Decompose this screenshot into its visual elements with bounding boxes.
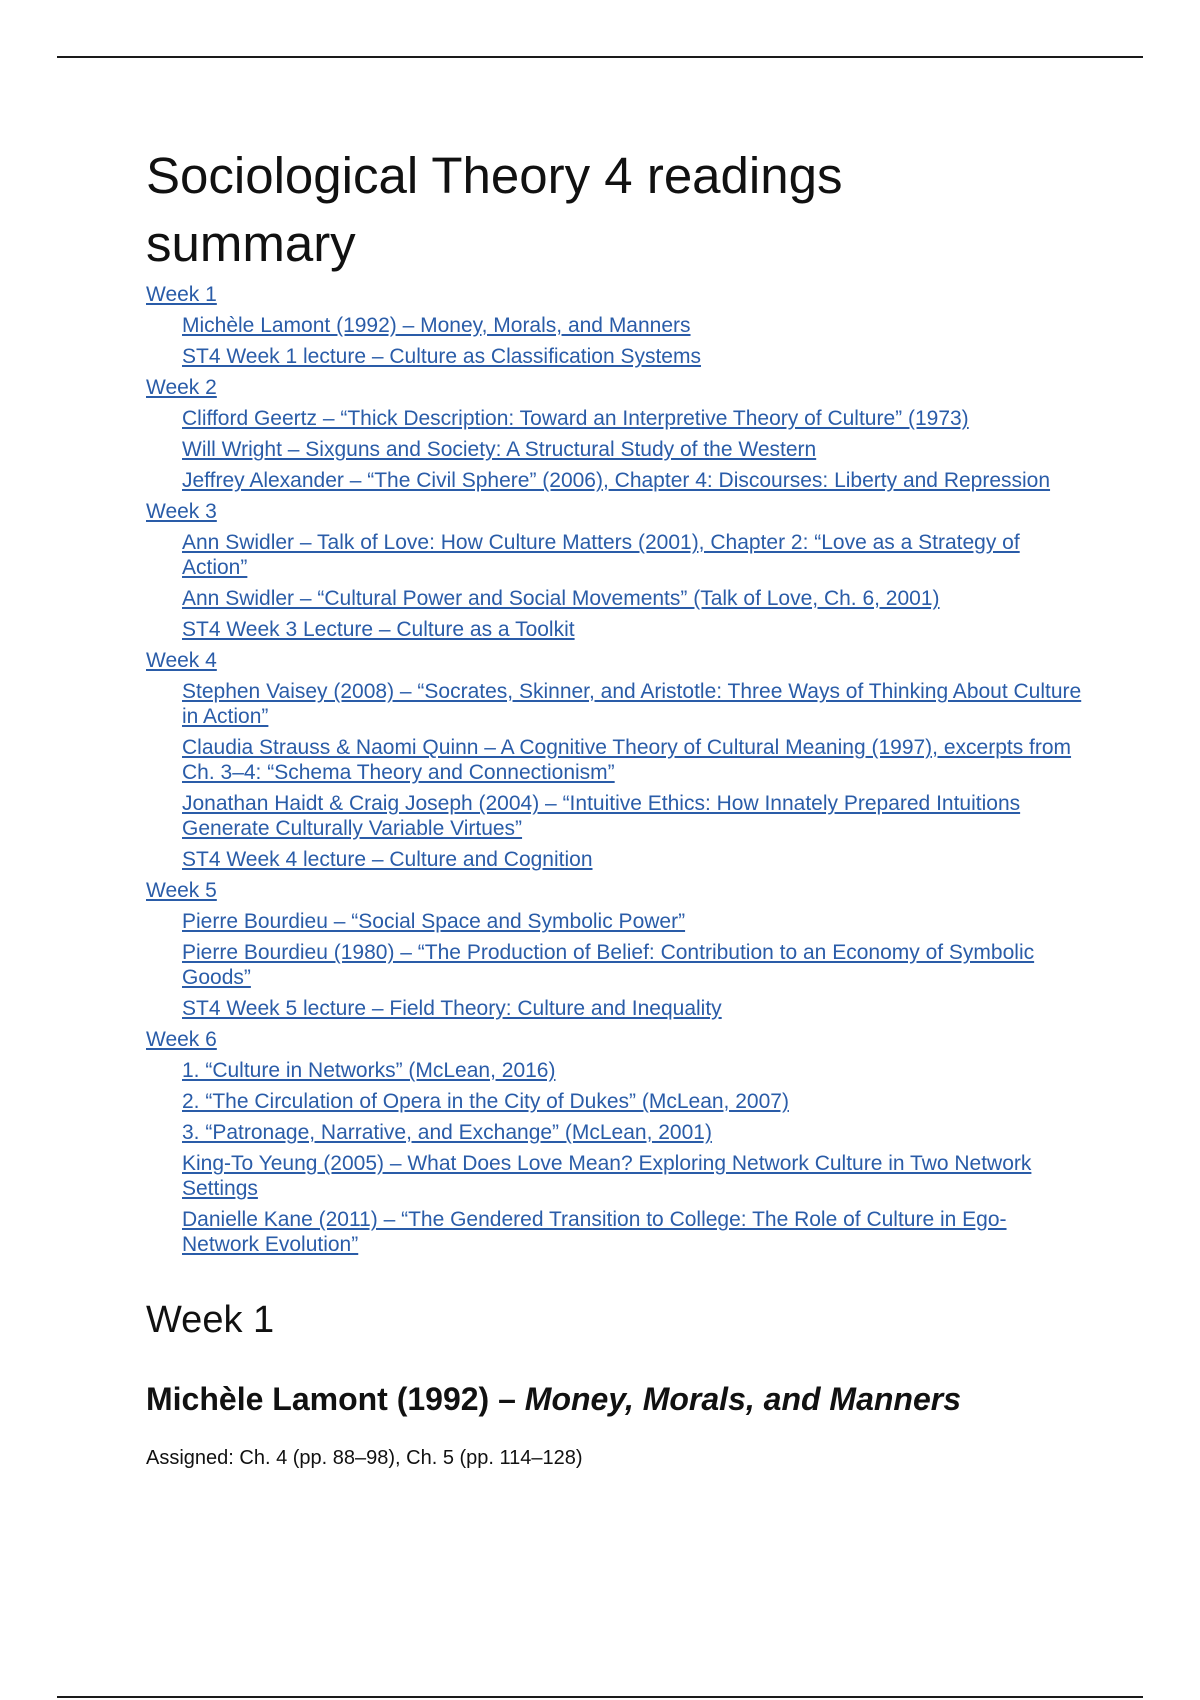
- toc-link[interactable]: Michèle Lamont (1992) – Money, Morals, and Manners: [182, 314, 691, 337]
- toc-week-5: [146, 878, 1076, 1021]
- toc-link[interactable]: Claudia Strauss & Naomi Quinn – A Cognitive Theory of Cultural Meaning (1997), excerpts from Ch. 3–4: “Schema Theory and Connectionism”: [182, 736, 1072, 784]
- reading-author: Michèle Lamont (1992) –: [146, 1381, 525, 1417]
- toc-item: [182, 847, 1076, 872]
- toc-link[interactable]: Jeffrey Alexander – “The Civil Sphere” (2006), Chapter 4: Discourses: Liberty and Repression: [182, 469, 1051, 492]
- toc-week-3: [146, 499, 1076, 642]
- toc-link[interactable]: ST4 Week 5 lecture – Field Theory: Culture and Inequality: [182, 997, 722, 1020]
- toc-link[interactable]: 2. “The Circulation of Opera in the City of Dukes” (McLean, 2007): [182, 1090, 789, 1113]
- toc-item: [182, 313, 1076, 338]
- document-title: Sociological Theory 4 readings summary: [146, 147, 843, 272]
- toc-week-6-items: [146, 1058, 1076, 1257]
- toc-week-1: [146, 282, 1076, 369]
- document-body: [146, 142, 1082, 1471]
- toc-link[interactable]: King-To Yeung (2005) – What Does Love Mean? Exploring Network Culture in Two Network Settings: [182, 1152, 1032, 1200]
- toc-link[interactable]: Jonathan Haidt & Craig Joseph (2004) – “Intuitive Ethics: How Innately Prepared Intuitions Generate Culturally Variable Virtues”: [182, 792, 1021, 840]
- toc-item: [182, 1120, 1076, 1145]
- toc-item: [182, 1207, 1076, 1257]
- toc-item: [182, 406, 1076, 431]
- toc-item: [182, 586, 1076, 611]
- toc-link-week-5[interactable]: Week 5: [146, 879, 217, 902]
- toc-link[interactable]: 1. “Culture in Networks” (McLean, 2016): [182, 1059, 556, 1082]
- table-of-contents: [146, 282, 1082, 1257]
- toc-week-2: [146, 375, 1076, 493]
- toc-item: [182, 437, 1076, 462]
- toc-item: [182, 468, 1076, 493]
- toc-link[interactable]: Danielle Kane (2011) – “The Gendered Transition to College: The Role of Culture in Ego-Network Evolution”: [182, 1208, 1007, 1256]
- toc-week-3-items: [146, 530, 1076, 642]
- toc-link-week-2[interactable]: Week 2: [146, 376, 217, 399]
- reading-heading: [146, 1379, 1076, 1419]
- toc-link[interactable]: Pierre Bourdieu (1980) – “The Production of Belief: Contribution to an Economy of Symbolic Goods”: [182, 941, 1035, 989]
- toc-link[interactable]: ST4 Week 1 lecture – Culture as Classification Systems: [182, 345, 701, 368]
- toc-link[interactable]: Ann Swidler – “Cultural Power and Social Movements” (Talk of Love, Ch. 6, 2001): [182, 587, 940, 610]
- toc-link[interactable]: ST4 Week 4 lecture – Culture and Cognition: [182, 848, 593, 871]
- toc-link[interactable]: Ann Swidler – Talk of Love: How Culture Matters (2001), Chapter 2: “Love as a Strategy of Action”: [182, 531, 1020, 579]
- toc-link[interactable]: ST4 Week 3 Lecture – Culture as a Toolkit: [182, 618, 575, 641]
- top-rule: [57, 56, 1143, 58]
- toc-item: [182, 735, 1076, 785]
- toc-item: [182, 617, 1076, 642]
- toc-week-5-items: [146, 909, 1076, 1021]
- toc-link[interactable]: Clifford Geertz – “Thick Description: Toward an Interpretive Theory of Culture” (1973): [182, 407, 969, 430]
- toc-item: [182, 1151, 1076, 1201]
- toc-item: [182, 909, 1076, 934]
- toc-item: [182, 996, 1076, 1021]
- toc-link-week-3[interactable]: Week 3: [146, 500, 217, 523]
- toc-week-2-items: [146, 406, 1076, 493]
- reading-work-title: Money, Morals, and Manners: [524, 1381, 962, 1417]
- toc-link[interactable]: Will Wright – Sixguns and Society: A Structural Study of the Western: [182, 438, 817, 461]
- assigned-pages: Assigned: Ch. 4 (pp. 88–98), Ch. 5 (pp. 114–128): [146, 1447, 583, 1469]
- toc-item: [182, 530, 1076, 580]
- toc-week-4: [146, 648, 1082, 872]
- bottom-rule: [57, 1696, 1143, 1698]
- section-heading-week-1: Week 1: [146, 1299, 275, 1341]
- toc-link[interactable]: Stephen Vaisey (2008) – “Socrates, Skinner, and Aristotle: Three Ways of Thinking About Culture in Action”: [182, 680, 1082, 728]
- toc-week-1-items: [146, 313, 1076, 369]
- toc-link-week-1[interactable]: Week 1: [146, 283, 217, 306]
- toc-item: [182, 791, 1076, 841]
- toc-item: [182, 1089, 1076, 1114]
- toc-item: [182, 1058, 1076, 1083]
- toc-item: [182, 344, 1076, 369]
- toc-link-week-6[interactable]: Week 6: [146, 1028, 217, 1051]
- toc-link[interactable]: 3. “Patronage, Narrative, and Exchange” (McLean, 2001): [182, 1121, 712, 1144]
- toc-item: [182, 679, 1082, 729]
- toc-link-week-4[interactable]: Week 4: [146, 649, 217, 672]
- toc-item: [182, 940, 1076, 990]
- toc-week-4-items: [146, 679, 1082, 872]
- toc-week-6: [146, 1027, 1076, 1257]
- toc-link[interactable]: Pierre Bourdieu – “Social Space and Symbolic Power”: [182, 910, 686, 933]
